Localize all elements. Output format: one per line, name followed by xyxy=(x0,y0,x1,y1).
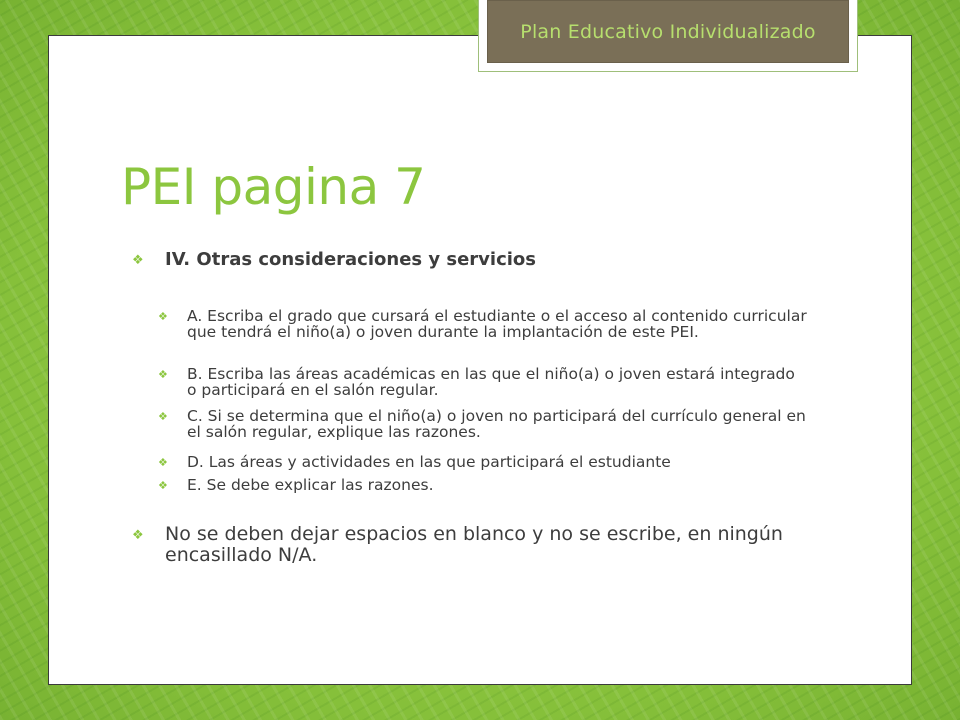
list-item-text: D. Las áreas y actividades en las que participará el estudiante xyxy=(187,453,671,471)
header-tab xyxy=(478,0,858,72)
section-heading: IV. Otras consideraciones y servicios xyxy=(165,249,537,270)
list-item-c xyxy=(158,408,807,440)
closing-bullet-item xyxy=(132,524,855,566)
bullet-icon: ❖ xyxy=(158,479,168,492)
bullet-icon: ❖ xyxy=(158,310,168,323)
slide-panel xyxy=(48,35,912,685)
bullet-icon: ❖ xyxy=(158,410,168,423)
list-item-d xyxy=(158,454,847,470)
closing-text: No se deben dejar espacios en blanco y no se escribe, en ningún encasillado N/A. xyxy=(165,523,783,566)
bullet-icon: ❖ xyxy=(132,528,144,543)
heading-bullet-item xyxy=(132,249,885,271)
list-item-text: A. Escriba el grado que cursará el estudiante o el acceso al contenido curricular que tendrá el niño(a) o joven durante la implantación de este PEI. xyxy=(187,307,807,341)
header-banner xyxy=(487,0,849,63)
list-item-text: E. Se debe explicar las razones. xyxy=(187,476,434,494)
list-item-a xyxy=(158,308,807,340)
header-text: Plan Educativo Individualizado xyxy=(520,20,816,43)
bullet-icon: ❖ xyxy=(158,368,168,381)
bullet-icon: ❖ xyxy=(158,456,168,469)
list-item-text: C. Si se determina que el niño(a) o joven no participará del currículo general en el salón regular, explique las razones. xyxy=(187,407,806,441)
list-item-b xyxy=(158,366,807,398)
page-title: PEI pagina 7 xyxy=(121,158,426,216)
list-item-text: B. Escriba las áreas académicas en las que el niño(a) o joven estará integrado o participará en el salón regular. xyxy=(187,365,795,399)
list-item-e xyxy=(158,477,807,493)
bullet-icon: ❖ xyxy=(132,253,144,268)
